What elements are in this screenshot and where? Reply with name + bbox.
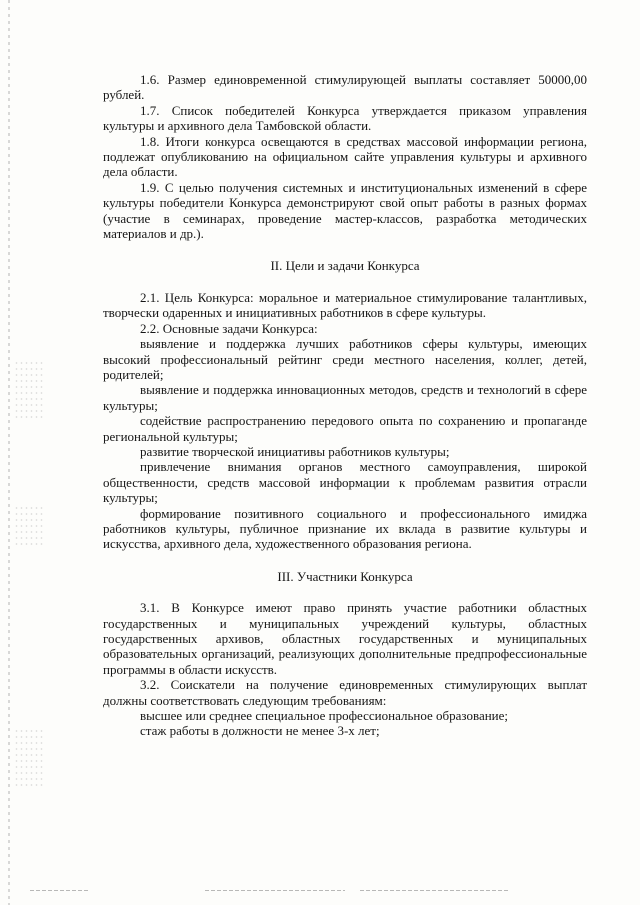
scan-noise <box>14 728 44 788</box>
paragraph-2-1: 2.1. Цель Конкурса: моральное и материальное стимулирование талантливых, творчески одаренных и инициативных работников в сфере культуры. <box>103 289 587 321</box>
paragraph-1-8: 1.8. Итоги конкурса освещаются в средствах массовой информации региона, подлежат опубликованию на официальном сайте управления культуры и архивного дела области. <box>103 133 587 180</box>
scan-noise <box>14 505 44 545</box>
task-item: формирование позитивного социального и профессионального имиджа работников культуры, публичное признание их вклада в развитие культуры и искусства, архивного дела, художественного образования региона. <box>103 505 587 552</box>
requirement-item: высшее или среднее специальное профессиональное образование; <box>140 708 509 724</box>
paragraph-1-6: 1.6. Размер единовременной стимулирующей выплаты составляет 50000,00 рублей. <box>103 72 587 103</box>
section-3-heading: III. Участники Конкурса <box>277 568 413 584</box>
task-item: содействие распространению передового опыта по сохранению и пропаганде региональной культуры; <box>103 413 587 444</box>
requirement-item: стаж работы в должности не менее 3-х лет; <box>140 723 380 739</box>
task-item: выявление и поддержка инновационных методов, средств и технологий в сфере культуры; <box>103 382 587 413</box>
paragraph-2-2: 2.2. Основные задачи Конкурса: <box>140 320 318 336</box>
bottom-scan-line <box>360 890 510 891</box>
paragraph-1-7: 1.7. Список победителей Конкурса утверждается приказом управления культуры и архивного дела Тамбовской области. <box>103 102 587 134</box>
section-2-heading: II. Цели и задачи Конкурса <box>270 258 420 274</box>
document-body <box>103 72 587 739</box>
task-item: развитие творческой инициативы работников культуры; <box>140 443 450 459</box>
bottom-scan-line <box>205 890 345 891</box>
task-item: привлечение внимания органов местного самоуправления, широкой общественности, средств массовой информации к проблемам развития отрасли культуры; <box>103 459 587 506</box>
scan-noise <box>14 360 44 420</box>
paragraph-3-1: 3.1. В Конкурсе имеют право принять участие работники областных государственных и муниципальных учреждений культуры, областных государственных архивов, областных государственных и муниципальных образовательных организаций, реализующих дополнительные предпрофессиональные программы в области искусств. <box>103 600 587 677</box>
paragraph-3-2: 3.2. Соискатели на получение единовременных стимулирующих выплат должны соответствовать следующим требованиям: <box>103 677 587 708</box>
binding-edge <box>8 0 10 905</box>
bottom-scan-line <box>30 890 90 891</box>
paragraph-1-9: 1.9. С целью получения системных и институциональных изменений в сфере культуры победители Конкурса демонстрируют свой опыт работы в разных формах (участие в семинарах, проведение мастер-классов, разработка методических материалов и др.). <box>103 179 587 242</box>
task-item: выявление и поддержка лучших работников сферы культуры, имеющих высокий профессиональный рейтинг среди местного населения, коллег, детей, родителей; <box>103 336 587 382</box>
